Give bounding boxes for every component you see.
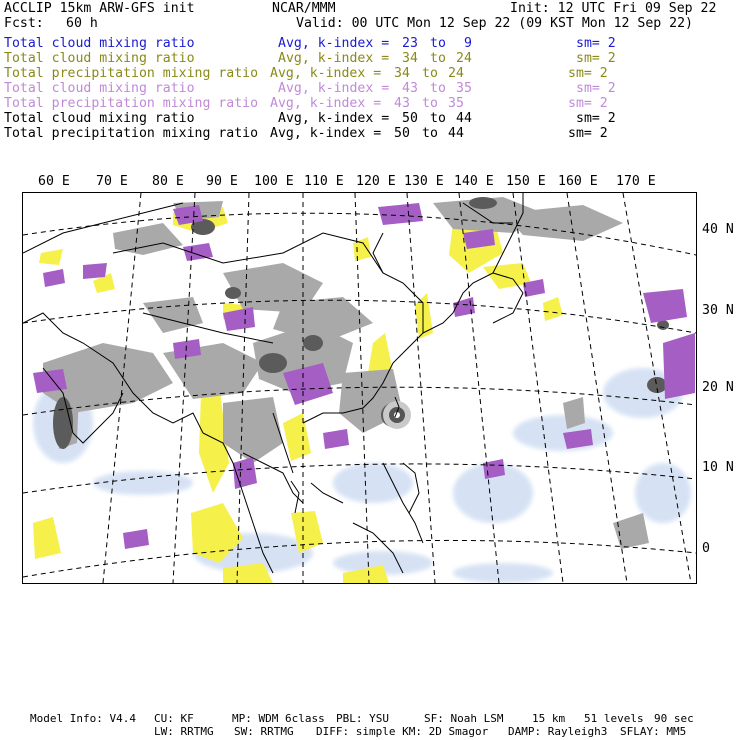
field-name: Total precipitation mixing ratio — [4, 96, 259, 111]
field-k-to: 24 — [456, 51, 472, 66]
field-k-to: 9 — [464, 36, 472, 51]
typhoon-symbol — [383, 401, 411, 429]
field-k-from: 23 — [402, 36, 418, 51]
field-to: to — [430, 36, 446, 51]
field-name: Total precipitation mixing ratio — [4, 66, 259, 81]
model-info: Model Info: V4.4 — [30, 712, 136, 725]
field-to: to — [430, 111, 446, 126]
field-to: to — [430, 51, 446, 66]
lon-label: 70 E — [96, 174, 128, 189]
field-name: Total precipitation mixing ratio — [4, 126, 259, 141]
lw-scheme: LW: RRTMG — [154, 725, 214, 738]
field-sm: sm= 2 — [576, 111, 616, 126]
field-sm: sm= 2 — [576, 51, 616, 66]
field-to: to — [430, 81, 446, 96]
sflay-scheme: SFLAY: MM5 — [620, 725, 687, 738]
field-k-from: 50 — [394, 126, 410, 141]
field-k-to: 44 — [456, 111, 472, 126]
field-k-from: 34 — [394, 66, 410, 81]
field-k-to: 35 — [456, 81, 472, 96]
lat-label: 20 N — [702, 380, 734, 395]
field-sm: sm= 2 — [576, 36, 616, 51]
lon-label: 170 E — [616, 174, 656, 189]
lon-label: 100 E — [254, 174, 294, 189]
diff-scheme: DIFF: simple KM: 2D Smagor — [316, 725, 489, 738]
field-name: Total cloud mixing ratio — [4, 51, 195, 66]
cu-scheme: CU: KF — [154, 712, 194, 725]
fcst-value: 60 h — [66, 16, 98, 31]
damp-scheme: DAMP: Rayleigh3 — [508, 725, 608, 738]
field-to: to — [422, 96, 438, 111]
sf-scheme: SF: Noah LSM — [424, 712, 504, 725]
field-sm: sm= 2 — [576, 81, 616, 96]
lat-label: 10 N — [702, 460, 734, 475]
field-to: to — [422, 66, 438, 81]
field-avg: Avg, k-index = — [270, 66, 382, 81]
field-k-to: 24 — [448, 66, 464, 81]
field-sm: sm= 2 — [568, 96, 608, 111]
lon-label: 120 E — [356, 174, 396, 189]
lon-label: 110 E — [304, 174, 344, 189]
lat-label: 40 N — [702, 222, 734, 237]
fcst-label: Fcst: — [4, 16, 44, 31]
field-avg: Avg, k-index = — [270, 126, 382, 141]
init-time: Init: 12 UTC Fri 09 Sep 22 — [510, 1, 717, 16]
field-name: Total cloud mixing ratio — [4, 36, 195, 51]
field-k-to: 35 — [448, 96, 464, 111]
field-name: Total cloud mixing ratio — [4, 81, 195, 96]
field-k-from: 43 — [394, 96, 410, 111]
field-sm: sm= 2 — [568, 66, 608, 81]
sw-scheme: SW: RRTMG — [234, 725, 294, 738]
lon-label: 90 E — [206, 174, 238, 189]
lon-label: 60 E — [38, 174, 70, 189]
field-k-from: 43 — [402, 81, 418, 96]
pbl-scheme: PBL: YSU — [336, 712, 389, 725]
lat-label: 30 N — [702, 303, 734, 318]
field-k-from: 50 — [402, 111, 418, 126]
field-avg: Avg, k-index = — [270, 96, 382, 111]
field-to: to — [422, 126, 438, 141]
field-avg: Avg, k-index = — [278, 111, 390, 126]
field-k-from: 34 — [402, 51, 418, 66]
field-avg: Avg, k-index = — [278, 81, 390, 96]
field-k-to: 44 — [448, 126, 464, 141]
lat-label: 0 — [702, 541, 710, 556]
lon-label: 130 E — [404, 174, 444, 189]
mp-scheme: MP: WDM 6class — [232, 712, 325, 725]
valid-time: Valid: 00 UTC Mon 12 Sep 22 (09 KST Mon 12 Sep 22) — [296, 16, 693, 31]
levels: 51 levels — [584, 712, 644, 725]
field-avg: Avg, k-index = — [278, 51, 390, 66]
lon-label: 160 E — [558, 174, 598, 189]
field-sm: sm= 2 — [568, 126, 608, 141]
grid-spacing: 15 km — [532, 712, 566, 725]
field-avg: Avg, k-index = — [278, 36, 390, 51]
lon-label: 80 E — [152, 174, 184, 189]
map-panel — [22, 192, 697, 584]
center-name: NCAR/MMM — [272, 1, 336, 16]
lon-label: 140 E — [454, 174, 494, 189]
field-name: Total cloud mixing ratio — [4, 111, 195, 126]
timestep: 90 sec — [654, 712, 694, 725]
lon-label: 150 E — [506, 174, 546, 189]
model-title: ACCLIP 15km ARW-GFS init — [4, 1, 195, 16]
map-canvas — [23, 193, 696, 583]
